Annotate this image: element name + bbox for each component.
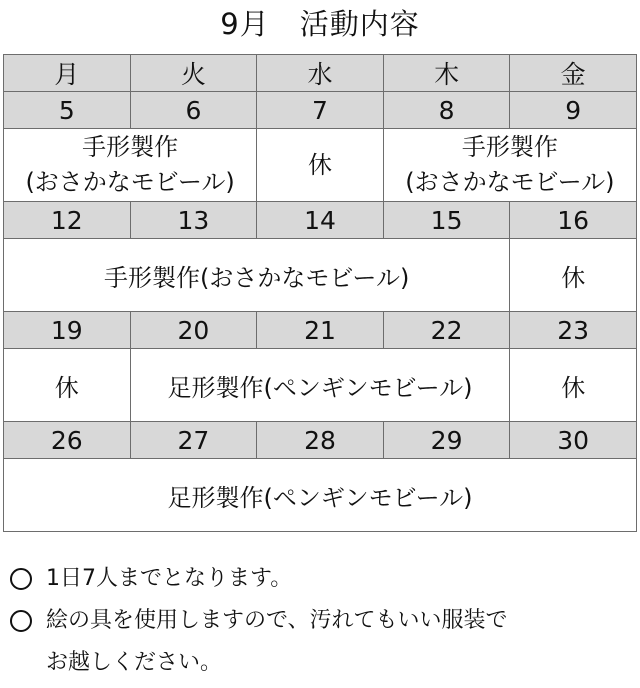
- date-cell: 28: [257, 422, 384, 459]
- activity-line: (おさかなモビール): [25, 168, 235, 196]
- date-row: [4, 92, 637, 129]
- date-cell: 29: [383, 422, 510, 459]
- date-cell: 19: [4, 312, 131, 349]
- note-text: 1日7人までとなります。: [46, 566, 293, 591]
- date-cell: 13: [130, 202, 257, 239]
- note-item: [10, 558, 630, 600]
- weekday-thu: 木: [383, 55, 510, 92]
- date-cell: 23: [510, 312, 637, 349]
- weekday-wed: 水: [257, 55, 384, 92]
- date-cell: 26: [4, 422, 131, 459]
- weekday-mon: 月: [4, 55, 131, 92]
- activity-line: (おさかなモビール): [405, 168, 615, 196]
- date-row: [4, 422, 637, 459]
- date-row: [4, 202, 637, 239]
- date-cell: 7: [257, 92, 384, 129]
- circle-bullet-icon: [10, 610, 32, 632]
- date-cell: 12: [4, 202, 131, 239]
- date-cell: 6: [130, 92, 257, 129]
- date-cell: 20: [130, 312, 257, 349]
- date-cell: 5: [4, 92, 131, 129]
- activity-line: 手形製作: [82, 133, 179, 161]
- date-cell: 22: [383, 312, 510, 349]
- activity-line: 手形製作: [461, 133, 558, 161]
- date-cell: 9: [510, 92, 637, 129]
- closed-cell: 休: [510, 349, 637, 422]
- date-cell: 21: [257, 312, 384, 349]
- activity-row: [4, 459, 637, 532]
- date-cell: 15: [383, 202, 510, 239]
- activity-row: [4, 129, 637, 202]
- date-cell: 8: [383, 92, 510, 129]
- note-text: 絵の具を使用しますので、汚れてもいい服装で: [46, 608, 508, 633]
- activity-cell: 足形製作(ペンギンモビール): [130, 349, 510, 422]
- closed-cell: 休: [510, 239, 637, 312]
- weekday-fri: 金: [510, 55, 637, 92]
- circle-bullet-icon: [10, 568, 32, 590]
- note-item: [10, 600, 630, 684]
- closed-cell: 休: [4, 349, 131, 422]
- activity-cell: 足形製作(ペンギンモビール): [4, 459, 637, 532]
- activity-row: [4, 349, 637, 422]
- weekday-header-row: [4, 55, 637, 92]
- note-text-continued: お越しください。: [46, 650, 223, 675]
- date-cell: 16: [510, 202, 637, 239]
- activity-cell: [4, 129, 257, 202]
- activity-cell: [383, 129, 636, 202]
- date-cell: 27: [130, 422, 257, 459]
- activity-calendar: [3, 54, 637, 532]
- notes-section: [10, 558, 630, 684]
- closed-cell: 休: [257, 129, 384, 202]
- date-cell: 14: [257, 202, 384, 239]
- weekday-tue: 火: [130, 55, 257, 92]
- date-row: [4, 312, 637, 349]
- page-title: 9月 活動内容: [220, 7, 420, 41]
- date-cell: 30: [510, 422, 637, 459]
- activity-row: [4, 239, 637, 312]
- activity-cell: 手形製作(おさかなモビール): [4, 239, 510, 312]
